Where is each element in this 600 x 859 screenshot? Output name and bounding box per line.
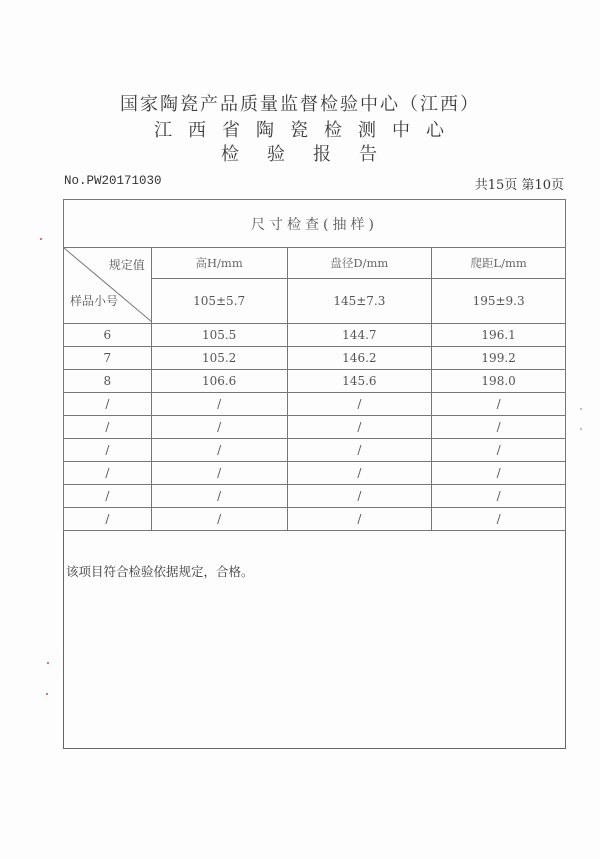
table-cell: 145.6 (287, 370, 432, 393)
table-row (64, 439, 566, 462)
table-cell: / (64, 462, 152, 485)
table-cell: 6 (64, 324, 152, 347)
conclusion-text: 该项目符合检验依据规定，合格。 (66, 564, 254, 579)
column-header-creepage: 爬距L/mm (432, 248, 566, 279)
table-cell: 7 (64, 347, 152, 370)
table-cell: / (64, 439, 152, 462)
table-cell: / (287, 439, 432, 462)
table-row (64, 393, 566, 416)
scan-speck (46, 693, 48, 695)
table-cell: / (64, 485, 152, 508)
table-cell: 198.0 (432, 370, 566, 393)
page-indicator: 共15页 第10页 (474, 178, 564, 193)
table-cell: 199.2 (432, 347, 566, 370)
table-row (64, 324, 566, 347)
table-cell: / (151, 393, 287, 416)
table-cell: / (151, 508, 287, 531)
table-cell: 105.2 (151, 347, 287, 370)
header-center-name: 国家陶瓷产品质量监督检验中心（江西） (120, 94, 480, 115)
table-cell: / (151, 439, 287, 462)
table-row (64, 347, 566, 370)
table-cell: / (287, 462, 432, 485)
table-cell: 8 (64, 370, 152, 393)
header-sub-name: 江西省陶瓷检测中心 (154, 120, 460, 141)
table-cell: / (64, 508, 152, 531)
table-cell: / (432, 439, 566, 462)
table-cell: / (287, 416, 432, 439)
diagonal-header-cell (64, 248, 152, 324)
spec-height: 105±5.7 (151, 279, 287, 324)
table-cell: / (432, 462, 566, 485)
column-header-diameter: 盘径D/mm (287, 248, 432, 279)
table-row (64, 462, 566, 485)
table-cell: 196.1 (432, 324, 566, 347)
spec-creepage: 195±9.3 (432, 279, 566, 324)
dimension-table (63, 199, 566, 531)
table-cell: / (64, 416, 152, 439)
table-cell: / (151, 416, 287, 439)
table-title: 尺寸检查(抽样) (64, 200, 566, 248)
table-cell: / (151, 462, 287, 485)
table-row (64, 508, 566, 531)
scan-speck (40, 238, 42, 240)
table-cell: 105.5 (151, 324, 287, 347)
spec-diameter: 145±7.3 (287, 279, 432, 324)
table-cell: / (151, 485, 287, 508)
table-cell: 106.6 (151, 370, 287, 393)
table-cell: / (64, 393, 152, 416)
table-cell: 146.2 (287, 347, 432, 370)
report-number: No.PW20171030 (64, 174, 162, 188)
diag-label-sample: 样品小号 (70, 294, 119, 308)
table-row (64, 416, 566, 439)
table-cell: 144.7 (287, 324, 432, 347)
table-cell: / (287, 485, 432, 508)
table-cell: / (287, 508, 432, 531)
table-cell: / (287, 393, 432, 416)
report-title: 检验报告 (221, 144, 405, 165)
table-cell: / (432, 485, 566, 508)
table-row (64, 485, 566, 508)
diag-label-spec: 规定值 (108, 258, 145, 272)
column-header-height: 高H/mm (151, 248, 287, 279)
scan-speck (580, 428, 582, 430)
table-cell: / (432, 393, 566, 416)
table-row (64, 370, 566, 393)
scan-speck (47, 662, 49, 664)
table-cell: / (432, 508, 566, 531)
scan-speck (580, 408, 582, 410)
table-cell: / (432, 416, 566, 439)
